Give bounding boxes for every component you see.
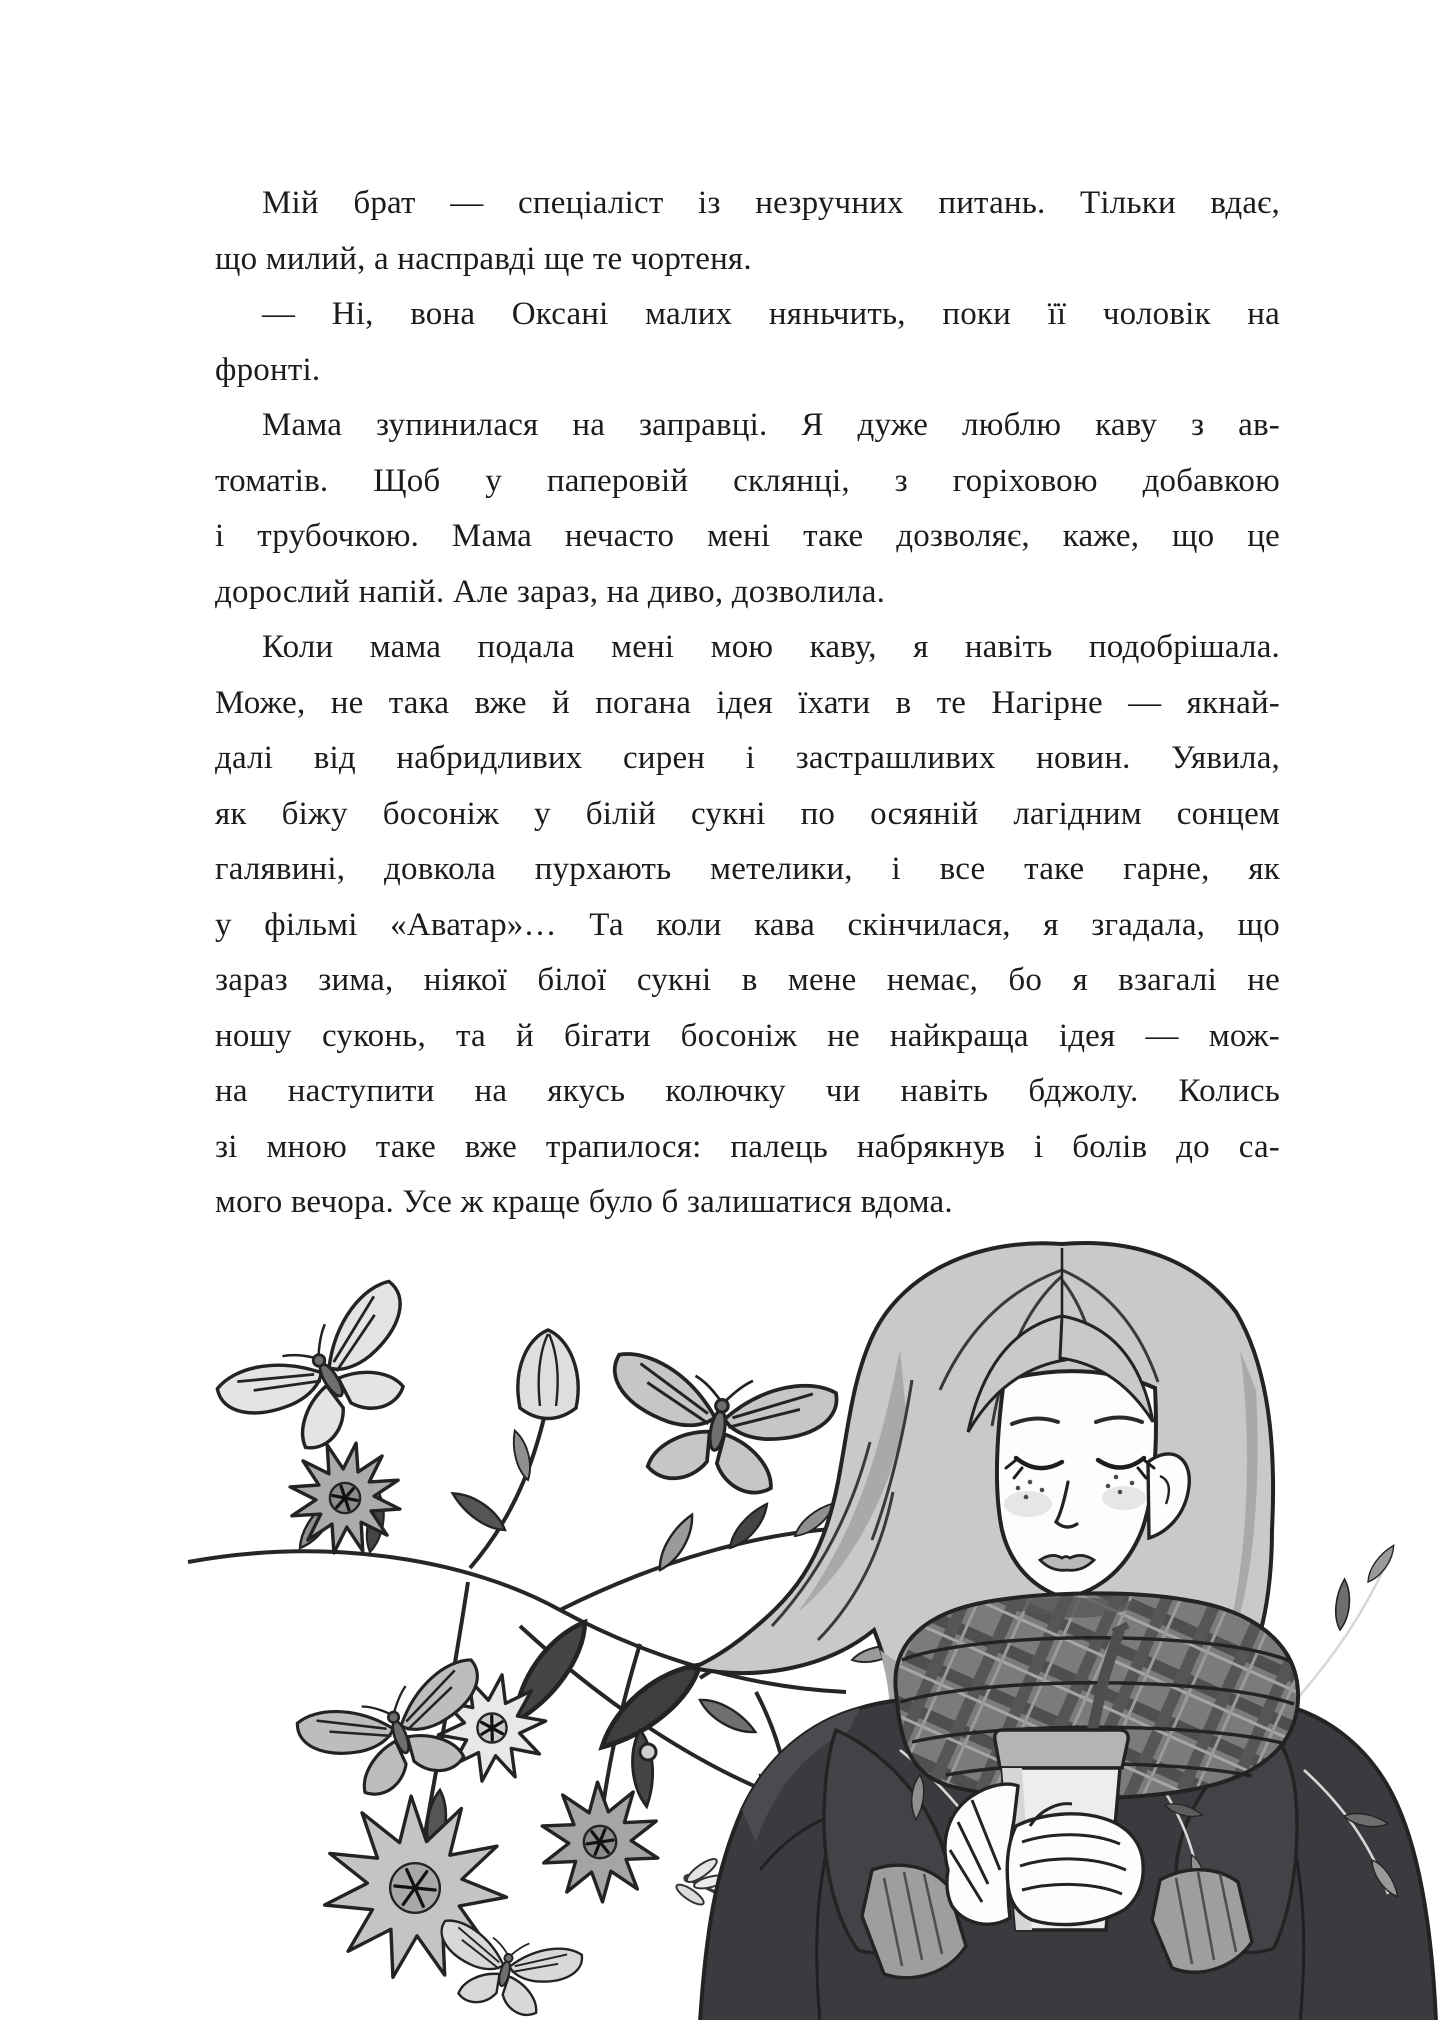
text-line: томатів. Щоб у паперовій склянці, з горіховою добавкою — [215, 462, 1280, 499]
text-line: далі від набридливих сирен і застрашливих новин. Уявила, — [215, 740, 1280, 776]
text-line: у фільмі «Аватар»… Та коли кава скінчилася, я згадала, що — [215, 906, 1280, 943]
text-line: на наступити на якусь колючку чи навіть бджолу. Колись — [215, 1073, 1280, 1109]
tulip-bud — [518, 1330, 578, 1419]
text-line: Коли мама подала мені мою каву, я навіть подобрішала. — [262, 629, 1280, 665]
butterfly-icon — [597, 1351, 838, 1504]
text-line: що милий, а насправді ще те чортеня. — [215, 240, 752, 277]
text-line: як біжу босоніж у білій сукні по осяяній лагідним сонцем — [215, 795, 1280, 832]
cup-lid — [995, 1730, 1128, 1768]
text-line: дорослий напій. Але зараз, на диво, дозволила. — [215, 573, 886, 610]
text-line: фронті. — [215, 351, 321, 388]
blush — [1102, 1486, 1146, 1510]
text-line: галявині, довкола пурхають метелики, і все таке гарне, як — [215, 851, 1280, 887]
text-line: зараз зима, ніякої білої сукні в мене немає, бо я взагалі не — [215, 962, 1280, 998]
girl-with-coffee-illustration — [0, 1230, 1445, 2020]
text-line: ношу суконь, та й бігати босоніж не найкраща ідея — мож- — [215, 1017, 1280, 1054]
text-line: — Ні, вона Оксані малих няньчить, поки її чоловік на — [262, 296, 1280, 332]
text-line: Може, не така вже й погана ідея їхати в те Нагірне — якнай- — [215, 684, 1280, 721]
text-line: Мама зупинилася на заправці. Я дуже люблю каву з ав- — [262, 407, 1280, 443]
text-line: зі мною таке вже трапилося: палець набрякнув і болів до са- — [215, 1128, 1280, 1165]
text-line: мого вечора. Усе ж краще було б залишатися вдома. — [215, 1184, 953, 1220]
butterfly-icon — [426, 1919, 583, 2020]
text-line: і трубочкою. Мама нечасто мені таке дозволяє, каже, що це — [215, 518, 1280, 554]
star-flower — [542, 1782, 658, 1902]
blush — [1004, 1491, 1052, 1517]
story-text — [215, 176, 1280, 1231]
text-line: Мій брат — спеціаліст із незручних питань. Тільки вдає, — [262, 185, 1280, 221]
girl — [693, 1243, 1436, 2020]
